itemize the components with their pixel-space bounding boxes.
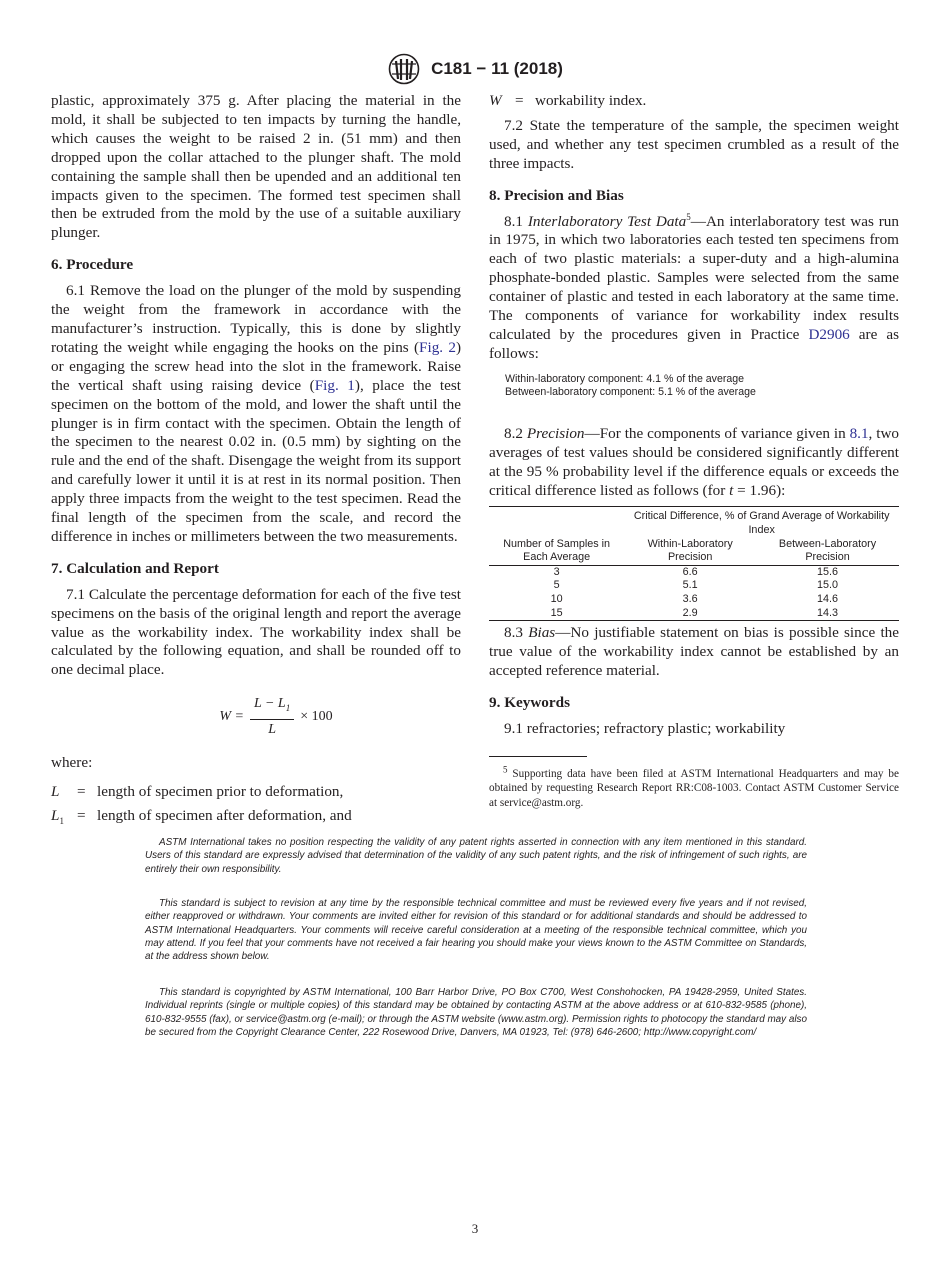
page-number: 3 — [471, 1221, 479, 1236]
table-header-samples: Number of Samples in Each Average — [503, 537, 611, 564]
d2906-link[interactable]: D2906 — [808, 325, 850, 343]
between-lab-component: Between-laboratory component: 5.1 % of the average — [505, 386, 756, 399]
astm-logo-icon — [387, 53, 421, 85]
table-row: 15 2.9 14.3 — [489, 607, 899, 621]
variable-definitions — [51, 783, 461, 831]
paragraph-9-1: 9.1 refractories; refractory plastic; workability — [504, 719, 786, 737]
paragraph-continued: plastic, approximately 375 g. After placing the material in the mold, it shall be subjected to ten impacts by turning the handle, which causes the weight to be raised 2 in. (51 mm) and then dropped upon the collar attached to the plunger shaft. The mold containing the sample shall then be upended and an additional ten impacts given to the specimen. The formed test specimen shall then be extruded from the mold by the use of a suitable auxiliary plunger. — [51, 92, 461, 242]
section-7-title: 7. Calculation and Report — [51, 559, 219, 577]
where-label: where: — [51, 753, 93, 771]
page-header — [0, 52, 950, 86]
paragraph-8-2: 8.2 Precision—For the components of variance given in 8.1, two averages of test values should be considered significantly different at the 95 % probability level if the difference equals or exceeds the critical difference listed as follows (for t = 1.96): — [489, 424, 900, 499]
paragraph-7-1: 7.1 Calculate the percentage deformation for each of the five test specimens on the basis of the original length and report the average value as the workability index. The workability index shall be calculated by the following equation, and shall be rounded off to one decimal place. — [51, 585, 461, 679]
table-header-between: Between-Laboratory Precision — [778, 537, 877, 564]
section-8-title: 8. Precision and Bias — [489, 186, 624, 204]
paragraph-8-1: 8.1 Interlaboratory Test Data$^5$—An interlaboratory test was run in 1975, in which two laboratories each tested ten specimens from each of two plastic materials: a super-duty and a high-alumina phosphate-bonded plastic. Samples were selected from the same container of plastic and tested in each laboratory at the same time. The components of variance for workability index results calculated by the procedures given in Practice D2906 are as follows: — [489, 211, 899, 362]
table-row: 10 3.6 14.6 — [550, 592, 839, 605]
workability-equation: W = $\frac{L - L_1}{L}$ × 100 — [91, 695, 461, 740]
revision-notice: This standard is subject to revision at any time by the responsible technical committee and must be reviewed every five years and if not revised, either reapproved or withdrawn. Your comments are invited either for revision of this standard or for additional standards and should be addressed to ASTM International Headquarters. Your comments will receive careful consideration at a meeting of the responsible technical committee, which you may attend. If you feel that your comments have not received a fair hearing you should make your views known to the ASTM Committee on Standards, at the address shown below. — [145, 898, 807, 963]
paragraph-8-3: 8.3 Bias—No justifiable statement on bias is possible since the true value of the workability index cannot be established by an accepted reference material. — [489, 624, 900, 679]
section-9-title: 9. Keywords — [489, 693, 570, 711]
footnote-divider — [489, 756, 587, 757]
section-8-1-link[interactable]: 8.1 — [849, 424, 869, 442]
table-row: 3 6.6 15.6 — [553, 565, 839, 578]
table-row: 5 5.1 15.0 — [553, 579, 839, 592]
section-6-title: 6. Procedure — [51, 256, 134, 274]
copyright-notice: This standard is copyrighted by ASTM International, 100 Barr Harbor Drive, PO Box C700, West Conshohocken, PA 19428-2959, United States. Individual reprints (single or multiple copies) of this standard may be obtained by contacting ASTM at the above address or at 610-832-9585 (phone), 610-832-9555 (fax), or service@astm.org (e-mail); or through the ASTM website (www.astm.org). Permission rights to photocopy the standard may also be secured from the Copyright Clearance Center, 222 Rosewood Drive, Danvers, MA 01923, Tel: (978) 646-2600; http://www.copyright.com/ — [145, 987, 807, 1038]
patent-notice: ASTM International takes no position respecting the validity of any patent rights asserted in connection with any item mentioned in this standard. Users of this standard are expressly advised that determination of the validity of any such patent rights, and the risk of infringement of such rights, are entirely their own responsibility. — [145, 837, 807, 875]
right-column — [489, 92, 899, 810]
left-column — [51, 92, 461, 831]
definition-row-w: W = workability index. — [489, 92, 647, 109]
table-header-within: Within-Laboratory Precision — [647, 537, 733, 564]
designation: C181 − 11 (2018) — [431, 59, 563, 78]
fig-2-link[interactable]: Fig. 2 — [419, 338, 456, 356]
table-group-header: Critical Difference, % of Grand Average of Workability Index — [633, 510, 890, 536]
footnote-5: $^5$ Supporting data have been filed at ASTM International Headquarters and may be obtained by requesting Research Report RR:C08-1003. Contact ASTM Customer Service at service@astm.org. — [489, 763, 899, 809]
paragraph-7-2: 7.2 State the temperature of the sample, the specimen weight used, and whether any test specimen crumbled as a result of the three impacts. — [489, 116, 899, 172]
fig-1-link[interactable]: Fig. 1 — [314, 376, 355, 394]
precision-table — [489, 506, 899, 621]
within-lab-component: Within-laboratory component: 4.1 % of the average — [505, 372, 745, 385]
definition-row: $L_1$ = length of specimen after deformation, and — [51, 806, 352, 826]
paragraph-6-1: 6.1 Remove the load on the plunger of the mold by suspending the weight from the framework in accordance with the manufacturer’s instruction. Typically, this is done by slightly rotating the weight while engaging the hooks on the pins (Fig. 2) or engaging the screw head into the slot in the framework. Raise the vertical shaft using raising device (Fig. 1), place the test specimen on the bottom of the mold, and lower the shaft until the plunger is in firm contact with the specimen. Obtain the length of the specimen to the nearest 0.02 in. (0.5 mm) by sighting on the rule and the end of the shaft. Disengage the weight from its support and carefully lower it until it is at rest in its normal position. Then apply three impacts from the weight to the test specimen. Read the final length of the specimen from the scale, and record the difference in inches or millimeters between the two measurements. — [51, 282, 462, 545]
variance-components — [505, 373, 899, 400]
definition-row: L = length of specimen prior to deformation, — [51, 782, 344, 800]
equation-fraction: $\frac{L - L_1}{L}$ — [250, 695, 294, 740]
